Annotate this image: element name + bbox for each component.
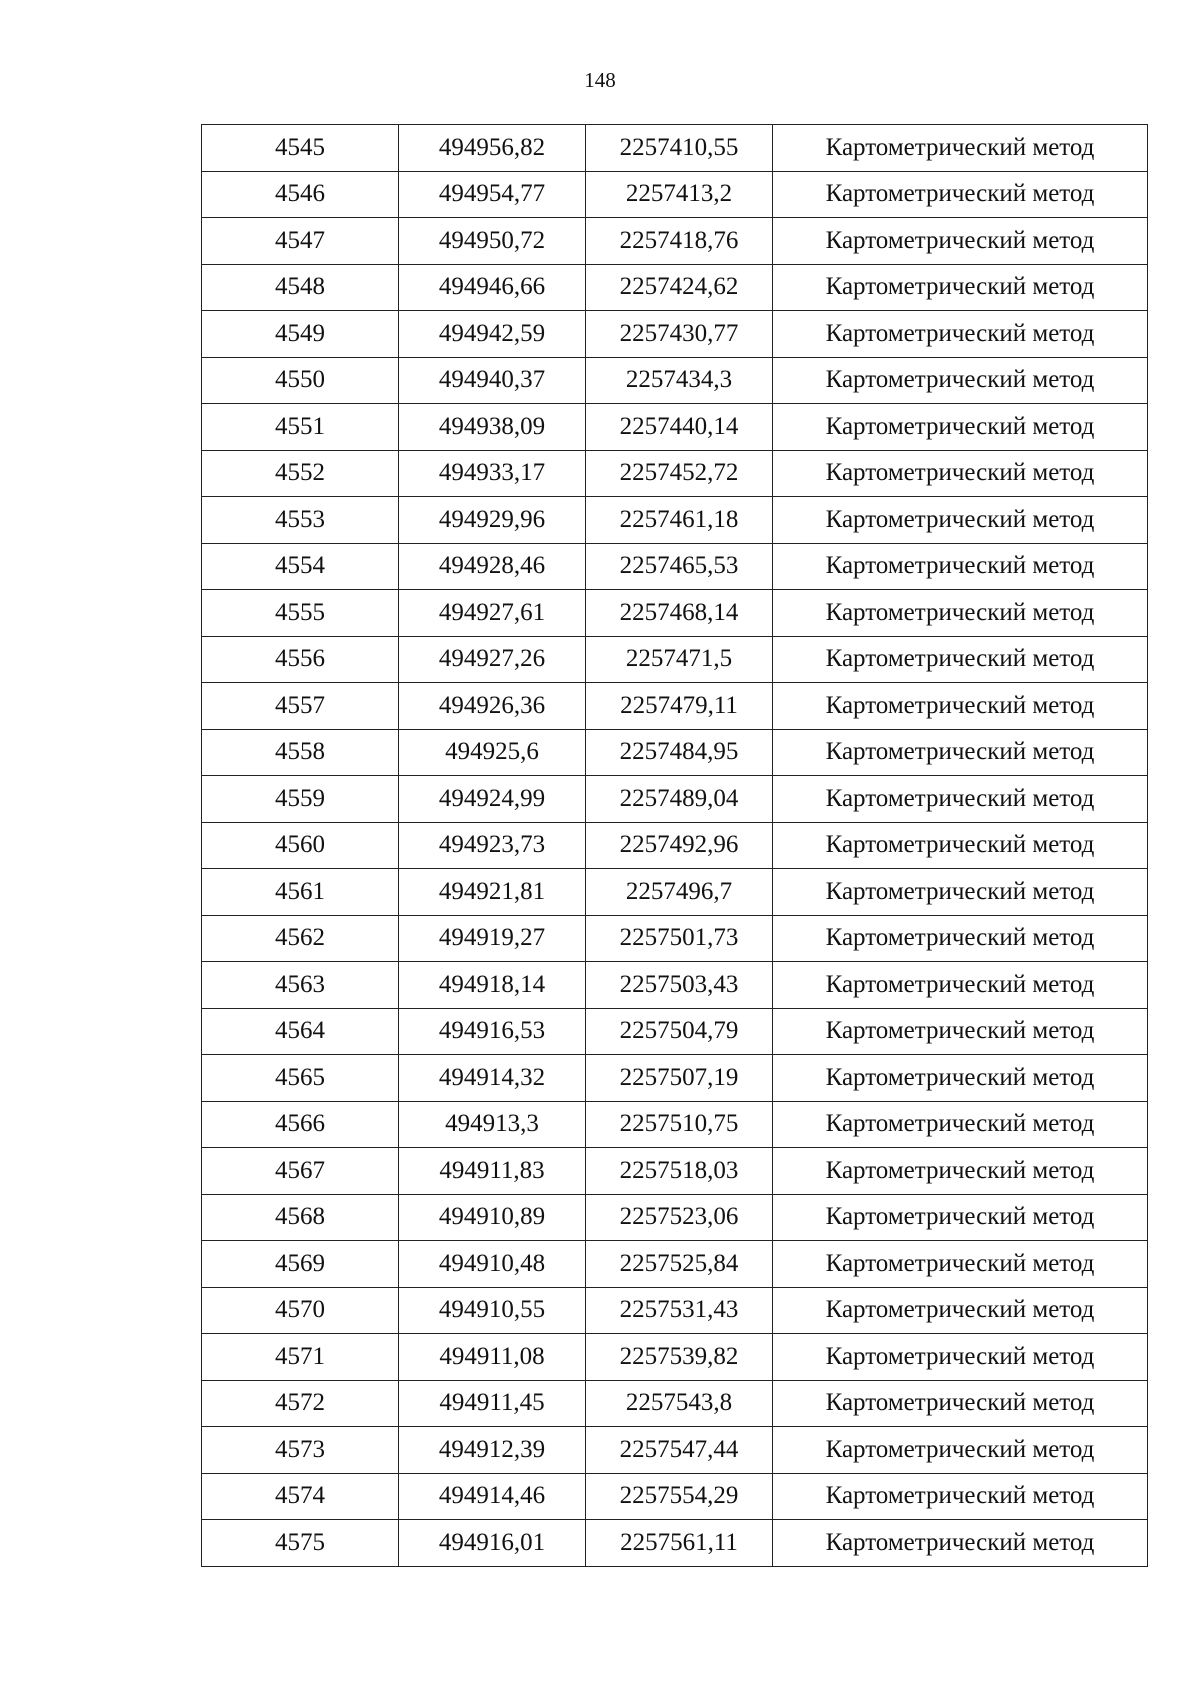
method-cell: Картометрический метод	[773, 1473, 1148, 1520]
y-coordinate-cell: 2257523,06	[586, 1194, 773, 1241]
x-coordinate-cell: 494916,53	[399, 1008, 586, 1055]
method-cell: Картометрический метод	[773, 1520, 1148, 1567]
table-row	[202, 543, 1148, 590]
x-coordinate-cell: 494926,36	[399, 683, 586, 730]
table-row	[202, 218, 1148, 265]
point-number-cell: 4562	[202, 915, 399, 962]
x-coordinate-cell: 494929,96	[399, 497, 586, 544]
point-number-cell: 4554	[202, 543, 399, 590]
y-coordinate-cell: 2257503,43	[586, 962, 773, 1009]
table-row	[202, 357, 1148, 404]
table-row	[202, 311, 1148, 358]
table-row	[202, 1194, 1148, 1241]
y-coordinate-cell: 2257510,75	[586, 1101, 773, 1148]
point-number-cell: 4565	[202, 1055, 399, 1102]
point-number-cell: 4557	[202, 683, 399, 730]
point-number-cell: 4546	[202, 171, 399, 218]
point-number-cell: 4561	[202, 869, 399, 916]
point-number-cell: 4575	[202, 1520, 399, 1567]
point-number-cell: 4560	[202, 822, 399, 869]
method-cell: Картометрический метод	[773, 543, 1148, 590]
y-coordinate-cell: 2257465,53	[586, 543, 773, 590]
table-row	[202, 1473, 1148, 1520]
y-coordinate-cell: 2257430,77	[586, 311, 773, 358]
point-number-cell: 4566	[202, 1101, 399, 1148]
y-coordinate-cell: 2257471,5	[586, 636, 773, 683]
y-coordinate-cell: 2257496,7	[586, 869, 773, 916]
method-cell: Картометрический метод	[773, 962, 1148, 1009]
x-coordinate-cell: 494940,37	[399, 357, 586, 404]
x-coordinate-cell: 494927,61	[399, 590, 586, 637]
point-number-cell: 4568	[202, 1194, 399, 1241]
method-cell: Картометрический метод	[773, 264, 1148, 311]
x-coordinate-cell: 494911,45	[399, 1380, 586, 1427]
method-cell: Картометрический метод	[773, 1055, 1148, 1102]
x-coordinate-cell: 494918,14	[399, 962, 586, 1009]
y-coordinate-cell: 2257547,44	[586, 1427, 773, 1474]
point-number-cell: 4547	[202, 218, 399, 265]
x-coordinate-cell: 494913,3	[399, 1101, 586, 1148]
point-number-cell: 4545	[202, 125, 399, 172]
point-number-cell: 4569	[202, 1241, 399, 1288]
x-coordinate-cell: 494924,99	[399, 776, 586, 823]
table-row	[202, 683, 1148, 730]
table-row	[202, 497, 1148, 544]
x-coordinate-cell: 494911,83	[399, 1148, 586, 1195]
table-row	[202, 776, 1148, 823]
method-cell: Картометрический метод	[773, 590, 1148, 637]
y-coordinate-cell: 2257424,62	[586, 264, 773, 311]
table-row	[202, 962, 1148, 1009]
table-row	[202, 1241, 1148, 1288]
point-number-cell: 4571	[202, 1334, 399, 1381]
table-row	[202, 404, 1148, 451]
method-cell: Картометрический метод	[773, 311, 1148, 358]
table-row	[202, 1287, 1148, 1334]
method-cell: Картометрический метод	[773, 125, 1148, 172]
point-number-cell: 4567	[202, 1148, 399, 1195]
x-coordinate-cell: 494910,48	[399, 1241, 586, 1288]
point-number-cell: 4552	[202, 450, 399, 497]
x-coordinate-cell: 494954,77	[399, 171, 586, 218]
method-cell: Картометрический метод	[773, 1101, 1148, 1148]
y-coordinate-cell: 2257525,84	[586, 1241, 773, 1288]
y-coordinate-cell: 2257504,79	[586, 1008, 773, 1055]
page-number: 148	[584, 68, 616, 92]
y-coordinate-cell: 2257543,8	[586, 1380, 773, 1427]
y-coordinate-cell: 2257413,2	[586, 171, 773, 218]
x-coordinate-cell: 494950,72	[399, 218, 586, 265]
method-cell: Картометрический метод	[773, 636, 1148, 683]
y-coordinate-cell: 2257501,73	[586, 915, 773, 962]
point-number-cell: 4555	[202, 590, 399, 637]
y-coordinate-cell: 2257539,82	[586, 1334, 773, 1381]
x-coordinate-cell: 494910,89	[399, 1194, 586, 1241]
y-coordinate-cell: 2257554,29	[586, 1473, 773, 1520]
x-coordinate-cell: 494927,26	[399, 636, 586, 683]
x-coordinate-cell: 494925,6	[399, 729, 586, 776]
table-row	[202, 125, 1148, 172]
y-coordinate-cell: 2257461,18	[586, 497, 773, 544]
table-row	[202, 590, 1148, 637]
method-cell: Картометрический метод	[773, 171, 1148, 218]
x-coordinate-cell: 494911,08	[399, 1334, 586, 1381]
point-number-cell: 4559	[202, 776, 399, 823]
point-number-cell: 4551	[202, 404, 399, 451]
table-row	[202, 450, 1148, 497]
y-coordinate-cell: 2257561,11	[586, 1520, 773, 1567]
table-row	[202, 729, 1148, 776]
x-coordinate-cell: 494914,32	[399, 1055, 586, 1102]
method-cell: Картометрический метод	[773, 822, 1148, 869]
method-cell: Картометрический метод	[773, 357, 1148, 404]
table-row	[202, 1334, 1148, 1381]
point-number-cell: 4553	[202, 497, 399, 544]
table-row	[202, 1427, 1148, 1474]
method-cell: Картометрический метод	[773, 218, 1148, 265]
table-row	[202, 869, 1148, 916]
table-row	[202, 1380, 1148, 1427]
table-row	[202, 822, 1148, 869]
point-number-cell: 4563	[202, 962, 399, 1009]
point-number-cell: 4564	[202, 1008, 399, 1055]
x-coordinate-cell: 494916,01	[399, 1520, 586, 1567]
method-cell: Картометрический метод	[773, 1008, 1148, 1055]
x-coordinate-cell: 494928,46	[399, 543, 586, 590]
table-row	[202, 264, 1148, 311]
table-row	[202, 1101, 1148, 1148]
method-cell: Картометрический метод	[773, 1148, 1148, 1195]
x-coordinate-cell: 494923,73	[399, 822, 586, 869]
table-row	[202, 1055, 1148, 1102]
y-coordinate-cell: 2257489,04	[586, 776, 773, 823]
point-number-cell: 4548	[202, 264, 399, 311]
x-coordinate-cell: 494914,46	[399, 1473, 586, 1520]
method-cell: Картометрический метод	[773, 683, 1148, 730]
x-coordinate-cell: 494946,66	[399, 264, 586, 311]
table-body	[202, 125, 1148, 1567]
table-row	[202, 1148, 1148, 1195]
x-coordinate-cell: 494938,09	[399, 404, 586, 451]
table-row	[202, 915, 1148, 962]
method-cell: Картометрический метод	[773, 869, 1148, 916]
point-number-cell: 4550	[202, 357, 399, 404]
method-cell: Картометрический метод	[773, 497, 1148, 544]
y-coordinate-cell: 2257418,76	[586, 218, 773, 265]
y-coordinate-cell: 2257484,95	[586, 729, 773, 776]
x-coordinate-cell: 494956,82	[399, 125, 586, 172]
coordinates-table	[201, 124, 1148, 1567]
y-coordinate-cell: 2257518,03	[586, 1148, 773, 1195]
method-cell: Картометрический метод	[773, 450, 1148, 497]
method-cell: Картометрический метод	[773, 1287, 1148, 1334]
y-coordinate-cell: 2257410,55	[586, 125, 773, 172]
method-cell: Картометрический метод	[773, 1194, 1148, 1241]
x-coordinate-cell: 494933,17	[399, 450, 586, 497]
point-number-cell: 4556	[202, 636, 399, 683]
x-coordinate-cell: 494919,27	[399, 915, 586, 962]
method-cell: Картометрический метод	[773, 404, 1148, 451]
point-number-cell: 4558	[202, 729, 399, 776]
point-number-cell: 4570	[202, 1287, 399, 1334]
y-coordinate-cell: 2257468,14	[586, 590, 773, 637]
point-number-cell: 4572	[202, 1380, 399, 1427]
y-coordinate-cell: 2257440,14	[586, 404, 773, 451]
method-cell: Картометрический метод	[773, 729, 1148, 776]
method-cell: Картометрический метод	[773, 1334, 1148, 1381]
table-row	[202, 636, 1148, 683]
point-number-cell: 4573	[202, 1427, 399, 1474]
method-cell: Картометрический метод	[773, 1241, 1148, 1288]
x-coordinate-cell: 494921,81	[399, 869, 586, 916]
y-coordinate-cell: 2257434,3	[586, 357, 773, 404]
method-cell: Картометрический метод	[773, 776, 1148, 823]
point-number-cell: 4574	[202, 1473, 399, 1520]
method-cell: Картометрический метод	[773, 915, 1148, 962]
y-coordinate-cell: 2257507,19	[586, 1055, 773, 1102]
method-cell: Картометрический метод	[773, 1380, 1148, 1427]
y-coordinate-cell: 2257531,43	[586, 1287, 773, 1334]
x-coordinate-cell: 494942,59	[399, 311, 586, 358]
x-coordinate-cell: 494912,39	[399, 1427, 586, 1474]
y-coordinate-cell: 2257492,96	[586, 822, 773, 869]
x-coordinate-cell: 494910,55	[399, 1287, 586, 1334]
y-coordinate-cell: 2257479,11	[586, 683, 773, 730]
table-row	[202, 171, 1148, 218]
table-row	[202, 1008, 1148, 1055]
point-number-cell: 4549	[202, 311, 399, 358]
table-row	[202, 1520, 1148, 1567]
y-coordinate-cell: 2257452,72	[586, 450, 773, 497]
method-cell: Картометрический метод	[773, 1427, 1148, 1474]
